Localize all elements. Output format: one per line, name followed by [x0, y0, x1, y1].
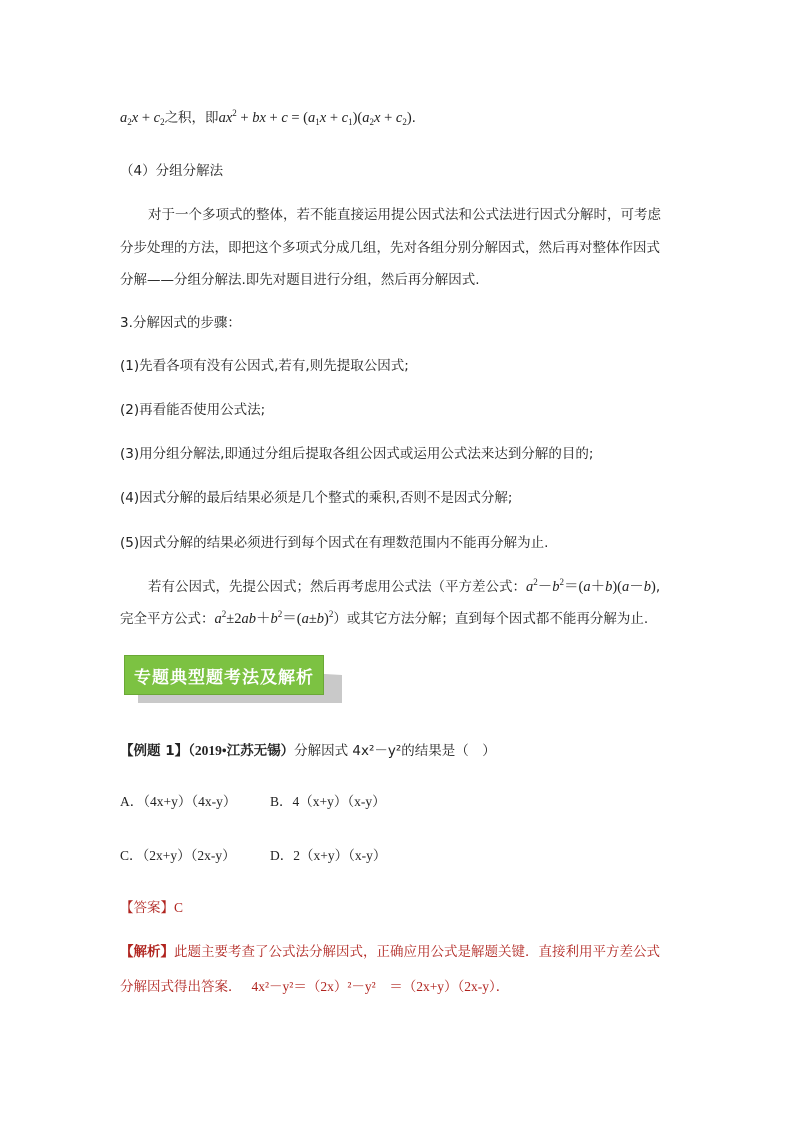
steps-title: 3.分解因式的步骤：: [120, 315, 241, 331]
section4-title: （4）分组分解法: [120, 163, 224, 179]
formula-lead-text: 之积，即: [164, 110, 219, 126]
analysis-text-1: 此题主要考查了公式法分解因式，正确应用公式是解题关键．直接利用平方差公式: [174, 944, 660, 960]
analysis-label: 【解析】: [120, 944, 174, 960]
summary-line2-text: ）或其它方法分解；直到每个因式都不能再分解为止.: [333, 611, 649, 627]
step-5: (5)因式分解的结果必须进行到每个因式在有理数范围内不能再分解为止.: [120, 535, 549, 551]
para1-line2: 分步处理的方法，即把这个多项式分成几组，先对各组分别分解因式，然后再对整体作因式: [120, 240, 660, 256]
section-banner: [124, 655, 332, 699]
banner-label: 专题典型题考法及解析: [134, 668, 314, 688]
answer-line: [120, 898, 183, 918]
options-row-cd: [120, 846, 387, 866]
step-1: (1)先看各项有没有公因式,若有,则先提取公因式;: [120, 358, 409, 374]
answer-value: C: [174, 900, 184, 915]
step-4: (4)因式分解的最后结果必须是几个整式的乘积,否则不是因式分解;: [120, 490, 513, 506]
summary-line2-lead: 完全平方公式：: [120, 611, 215, 627]
analysis-text-2: 分解因式得出答案．: [120, 979, 242, 995]
option-d: D．2（x+y）（x-y）: [270, 848, 387, 863]
perfect-square-formula: $a^2\pm 2ab+b^2=(a\pm b)^2$: [214, 609, 334, 627]
factor-identity: $ax^2$ + bx + $c = (a_1x + c_1)(a_2x + c_2)$: [218, 108, 412, 127]
options-row-ab: [120, 792, 386, 812]
term-a2x-c2: $a_2x + c_2$: [120, 110, 165, 127]
step-2: (2)再看能否使用公式法;: [120, 402, 266, 418]
para1-line1: 对于一个多项式的整体，若不能直接运用提公因式法和公式法进行因式分解时，可考虑: [148, 207, 661, 223]
example-source: （2019•江苏无锡）: [188, 743, 295, 758]
analysis-line2: [120, 977, 509, 997]
summary-line1-text: 若有公因式，先提公因式；然后再考虑用公式法（平方差公式：: [148, 579, 526, 595]
summary-line1: [148, 577, 660, 597]
analysis-formula: 4x²－y²＝（2x）²－y² ＝（2x+y）（2x-y）．: [251, 979, 510, 994]
answer-label: 【答案】: [120, 900, 174, 916]
example-question: 分解因式 4x²－y²的结果是（ ）: [294, 743, 496, 759]
factor-formula-line: [120, 108, 416, 128]
option-b: B．4（x+y）（x-y）: [270, 794, 386, 809]
step-3: (3)用分组分解法,即通过分组后提取各组公因式或运用公式法来达到分解的目的;: [120, 446, 594, 462]
analysis-line1: [120, 942, 660, 962]
diff-of-squares-formula: $a^2-b^2=(a+b)(a-b)$: [526, 577, 656, 595]
example-tag: 【例题 1】: [120, 743, 189, 759]
example-question-line: [120, 741, 496, 761]
summary-line2: [120, 609, 648, 629]
option-a: A．（4x+y）（4x-y）: [120, 794, 237, 809]
formula-end: .: [411, 110, 416, 126]
para1-line3: 分解——分组分解法.即先对题目进行分组，然后再分解因式.: [120, 272, 480, 288]
summary-line1-end: ,: [655, 579, 661, 595]
option-c: C．（2x+y）（2x-y）: [120, 848, 236, 863]
